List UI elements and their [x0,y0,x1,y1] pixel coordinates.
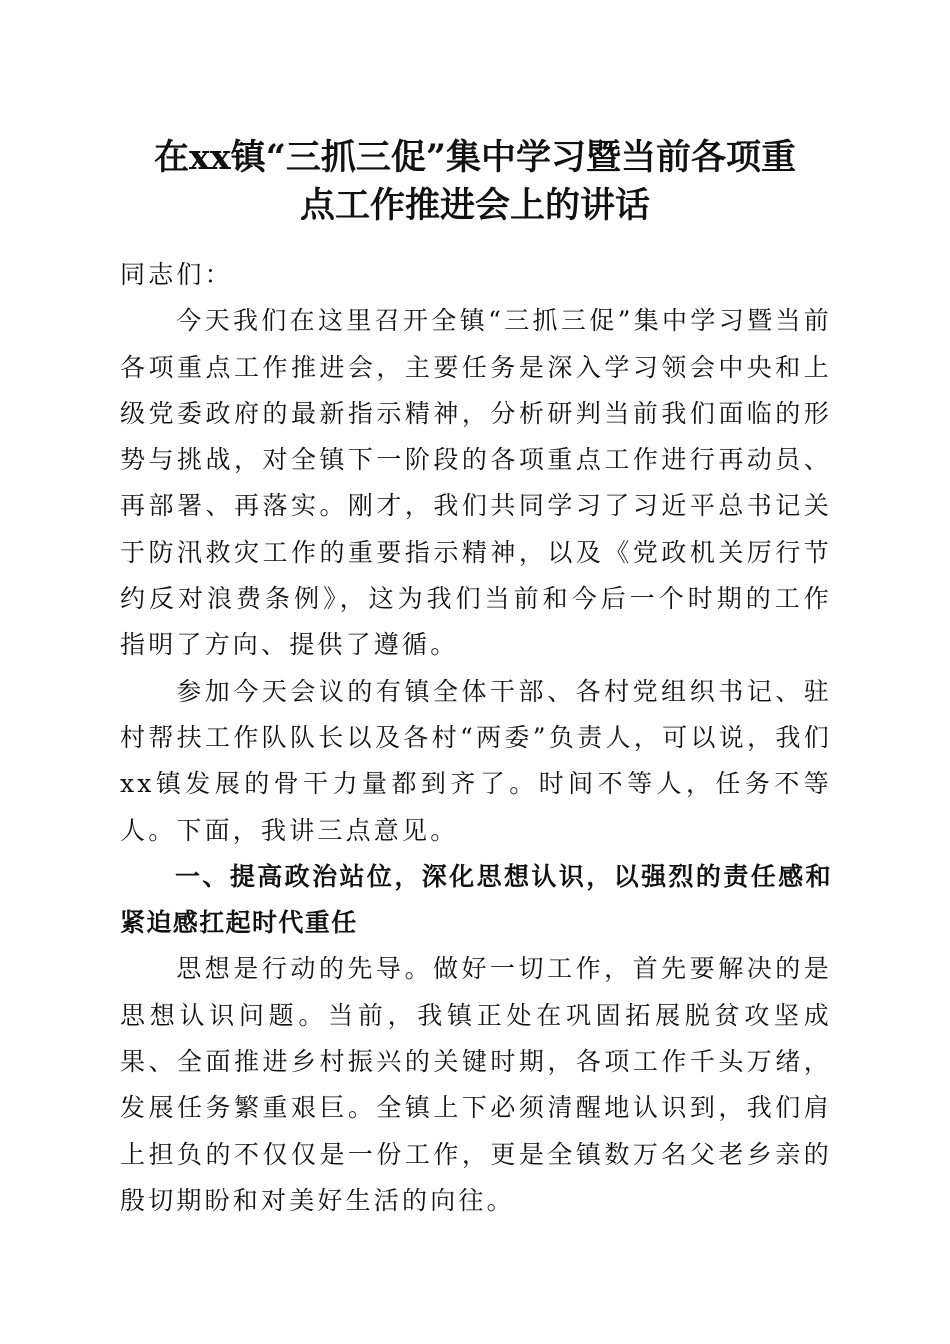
document-body [120,252,832,1224]
section-heading-1: 一、提高政治站位，深化思想认识，以强烈的责任感和紧迫感扛起时代重任 [120,861,832,938]
salutation: 同志们： [120,260,233,289]
section-1-paragraph: 思想是行动的先导。做好一切工作，首先要解决的是思想认识问题。当前，我镇正处在巩固拓展脱贫攻坚成果、全面推进乡村振兴的关键时期，各项工作千头万绪，发展任务繁重艰巨。全镇上下必须清醒地认识到，我们肩上担负的不仅仅是一份工作，更是全镇数万名父老乡亲的殷切期盼和对美好生活的向往。 [120,954,832,1215]
paragraph-opening: 今天我们在这里召开全镇“三抓三促”集中学习暨当前各项重点工作推进会，主要任务是深入学习领会中央和上级党委政府的最新指示精神，分析研判当前我们面临的形势与挑战，对全镇下一阶段的各项重点工作进行再动员、再部署、再落实。刚才，我们共同学习了习近平总书记关于防汛救灾工作的重要指示精神，以及《党政机关厉行节约反对浪费条例》，这为我们当前和今后一个时期的工作指明了方向、提供了遵循。 [120,306,832,660]
document-title [120,134,830,230]
title-line-2: 点工作推进会上的讲话 [299,185,650,226]
paragraph-attendees: 参加今天会议的有镇全体干部、各村党组织书记、驻村帮扶工作队队长以及各村“两委”负责人，可以说，我们xx镇发展的骨干力量都到齐了。时间不等人，任务不等人。下面，我讲三点意见。 [120,676,832,845]
title-line-1: 在xx镇“三抓三促”集中学习暨当前各项重 [154,137,796,178]
